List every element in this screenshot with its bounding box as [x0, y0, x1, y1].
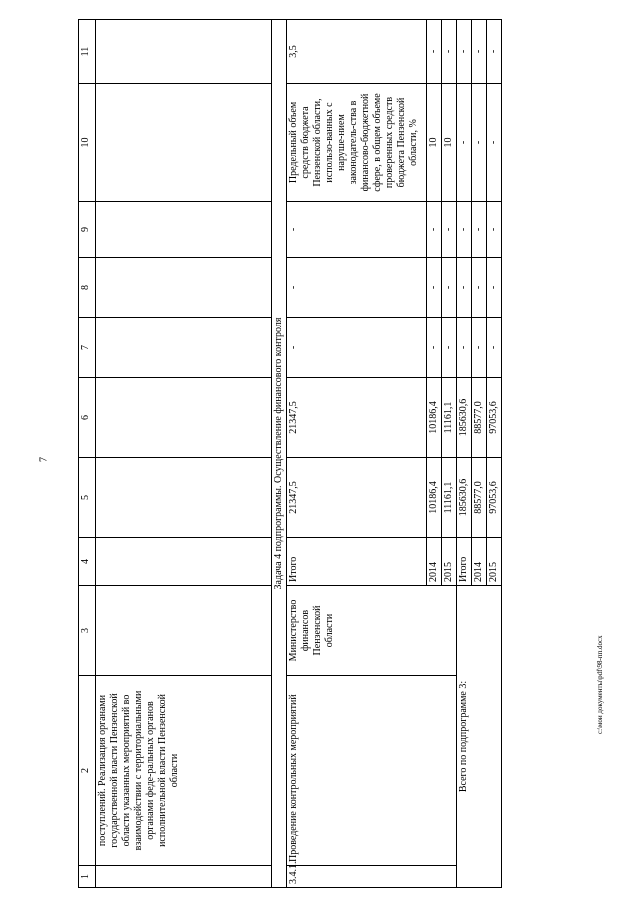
- col-header: 1: [79, 866, 96, 888]
- value-cell: 185630,6: [457, 378, 472, 458]
- value-cell: -: [427, 20, 442, 84]
- indicator-cell: Предельный объем средств бюджета Пензенской области, использо-ванных с наруше-нием законодатель-ства в финансово-бюджетной сфере, в общем объеме проверенных средств бюджета Пензенской области, %: [287, 84, 427, 202]
- value-cell: 11161,1: [442, 378, 457, 458]
- task-heading-row: [272, 20, 287, 888]
- cell: [96, 202, 272, 258]
- value-cell: 10: [427, 84, 442, 202]
- value-cell: 10: [442, 84, 457, 202]
- year-cell: Итого: [457, 538, 472, 586]
- value-cell: 97053,6: [487, 378, 502, 458]
- value-cell: -: [287, 318, 427, 378]
- page-content: [78, 20, 588, 888]
- value-cell: -: [487, 318, 502, 378]
- value-cell: -: [427, 258, 442, 318]
- item-number: 3.4.1.: [287, 866, 457, 888]
- value-cell: 21347,5: [287, 458, 427, 538]
- value-cell: -: [487, 20, 502, 84]
- year-cell: Итого: [287, 538, 427, 586]
- col-header: 6: [79, 378, 96, 458]
- cell: [96, 84, 272, 202]
- col-header: 11: [79, 20, 96, 84]
- value-cell: -: [442, 318, 457, 378]
- value-cell: -: [457, 202, 472, 258]
- value-cell: 97053,6: [487, 458, 502, 538]
- value-cell: -: [472, 258, 487, 318]
- total-row: [457, 20, 472, 888]
- continuation-row: [96, 20, 272, 888]
- value-cell: -: [472, 20, 487, 84]
- value-cell: -: [287, 202, 427, 258]
- year-cell: 2015: [442, 538, 457, 586]
- item-name: Проведение контрольных мероприятий: [287, 676, 457, 866]
- col-header: 4: [79, 538, 96, 586]
- continued-description: поступлений. Реализация органами государственной власти Пензенской области указанных мероприятий во взаимодействии с территориальными органами феде-ральных органов исполнительной власти Пензенской области: [96, 676, 272, 866]
- value-cell: 10186,4: [427, 378, 442, 458]
- value-cell: -: [287, 258, 427, 318]
- total-label: Всего по подпрограмме 3:: [457, 586, 502, 888]
- col-header: 5: [79, 458, 96, 538]
- cell: [96, 866, 272, 888]
- column-number-row: [79, 20, 96, 888]
- cell: [96, 586, 272, 676]
- cell: [96, 458, 272, 538]
- value-cell: 185630,6: [457, 458, 472, 538]
- year-cell: 2014: [427, 538, 442, 586]
- value-cell: -: [442, 258, 457, 318]
- value-cell: -: [427, 318, 442, 378]
- year-cell: 2015: [487, 538, 502, 586]
- page-number: 7: [38, 457, 50, 462]
- cell: [96, 258, 272, 318]
- value-cell: -: [457, 318, 472, 378]
- value-cell: 10186,4: [427, 458, 442, 538]
- col-header: 8: [79, 258, 96, 318]
- value-cell: 88577,0: [472, 458, 487, 538]
- item-executor: Министерство финансов Пензенской области: [287, 586, 457, 676]
- col-header: 2: [79, 676, 96, 866]
- program-table: [78, 19, 502, 888]
- value-cell: -: [472, 318, 487, 378]
- value-cell: -: [457, 258, 472, 318]
- task-heading: Задача 4 подпрограммы. Осуществление финансового контроля: [272, 20, 287, 888]
- col-header: 3: [79, 586, 96, 676]
- value-cell: -: [442, 202, 457, 258]
- value-cell: 3,5: [287, 20, 427, 84]
- value-cell: 21347,5: [287, 378, 427, 458]
- cell: [96, 378, 272, 458]
- value-cell: -: [472, 84, 487, 202]
- cell: [96, 538, 272, 586]
- value-cell: -: [427, 202, 442, 258]
- table-row: [287, 20, 427, 888]
- value-cell: 11161,1: [442, 458, 457, 538]
- value-cell: 88577,0: [472, 378, 487, 458]
- value-cell: -: [487, 202, 502, 258]
- value-cell: -: [457, 20, 472, 84]
- rotated-table-wrapper: [78, 20, 588, 888]
- value-cell: -: [487, 84, 502, 202]
- value-cell: -: [487, 258, 502, 318]
- value-cell: -: [472, 202, 487, 258]
- footer-file-path: c:\мои документы\pdf\98-пп.docx: [596, 635, 604, 734]
- cell: [96, 20, 272, 84]
- year-cell: 2014: [472, 538, 487, 586]
- col-header: 9: [79, 202, 96, 258]
- cell: [96, 318, 272, 378]
- col-header: 10: [79, 84, 96, 202]
- value-cell: -: [457, 84, 472, 202]
- col-header: 7: [79, 318, 96, 378]
- value-cell: -: [442, 20, 457, 84]
